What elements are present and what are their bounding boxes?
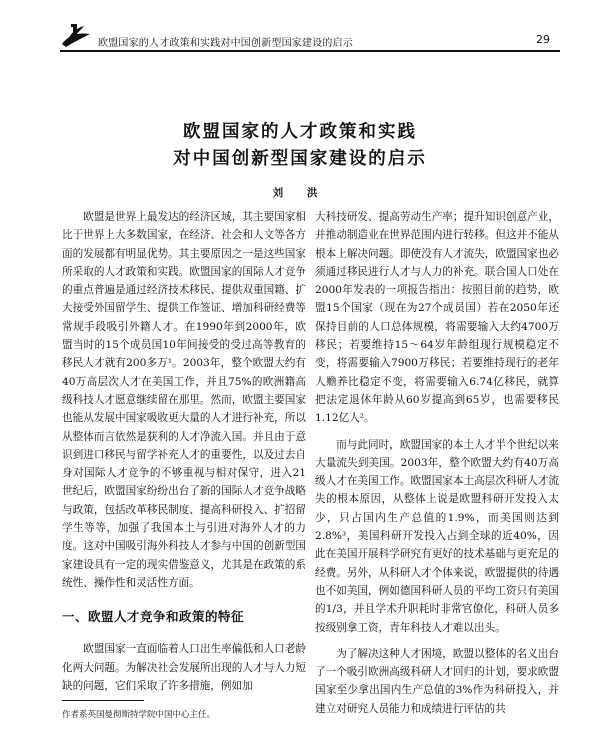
- author-name: 刘 洪: [272, 187, 328, 199]
- page-number: 29: [536, 33, 550, 46]
- journal-logo-icon: [60, 22, 92, 48]
- running-title: 欧盟国家的人才政策和实践对中国创新型国家建设的启示: [98, 38, 353, 49]
- header-rule: [60, 50, 560, 52]
- running-header: [0, 0, 600, 52]
- article-title-line-2: 对中国创新型国家建设的启示: [173, 149, 427, 169]
- right-column: [315, 208, 559, 718]
- paragraph: 为了解决这种人才困境，欧盟以整体的名义出台了一个吸引欧洲高级科研人才回归的计划，要求欧盟国家至少拿出国内生产总值的3%作为科研投入，并建立对研究人员能力和成绩进行评估的共: [315, 647, 559, 715]
- article-title-line-1: 欧盟国家的人才政策和实践: [183, 122, 417, 142]
- paragraph: 而与此同时，欧盟国家的本土人才半个世纪以来大量流失到美国。2003年，整个欧盟大约有40万高级人才在美国工作。欧盟国家本土高层次科研人才流失的根本原因，从整体上说是欧盟科研开发投入太少，只占国内生产总值的1.9%，而美国则达到2.8%³，美国科研开发投入占到全球的近40%，因此在美国开展科学研究有更好的技术基础与更充足的经费。另外，从科研人才个体来说，欧盟提供的待遇也不如美国，例如德国科研人员的平均工资只有美国的1/3，并且学术升职耗时非常官僚化，科研人员多按级别拿工资，青年科技人才难以出头。: [315, 438, 559, 634]
- footnote: 作者系英国曼彻斯特学院中国中心主任。: [62, 710, 216, 720]
- section-heading: 一、欧盟人才竞争和政策的特征: [62, 609, 245, 625]
- paragraph: 大科技研发、提高劳动生产率；提升知识创意产业，并推动制造业在世界范围内进行转移。但这并不能从根本上解决问题。即使没有人才流失，欧盟国家也必须通过移民进行人才与人力的补充。联合国人口处在2000年发表的一项报告指出：按照目前的趋势，欧盟15个国家（现在为27个成员国）若在2050年还保持目前的人口总体规模，将需要输入大约4700万移民；若要维持15～64岁年龄组现行规模稳定不变，将需要输入7900万移民；若要维持现行的老年人赡养比稳定不变，将需要输入6.74亿移民，就算把法定退休年龄从60岁提高到65岁，也需要移民1.12亿人²。: [315, 211, 559, 425]
- paragraph: 欧盟是世界上最发达的经济区域，其主要国家相比于世界上大多数国家，在经济、社会和人文等各方面的发展都有明显优势。其主要原因之一是这些国家所采取的人才政策和实践。欧盟国家的国际人才竞争的重点普遍是通过经济技术移民、提供双重国籍、扩大接受外国留学生、提供工作签证、增加科研经费等常规手段吸引外籍人才。在1990年到2000年，欧盟当时的15个成员国10年间接受的受过高等教育的移民人才就有200多万¹。2003年，整个欧盟大约有40万高层次人才在美国工作，并且75%的欧洲籍高级科技人才愿意继续留在那里。然而，欧盟主要国家也能从发展中国家吸收更大量的人才进行补充，所以从整体而言依然是获利的人才净流入国。并且由于意识到进口移民与留学补充人才的重要性，以及过去自身对国际人才竞争的不够重视与相对保守，进入21世纪后，欧盟国家纷纷出台了新的国际人才竞争战略与政策，包括改革移民制度、提高科研投入、扩招留学生等等，加强了我国本土与引进对海外人才的力度。这对中国吸引海外科技人才参与中国的创新型国家建设具有一定的现实借鉴意义，尤其是在政策的系统性、操作性和灵活性方面。: [62, 211, 306, 589]
- left-column: [62, 208, 306, 695]
- footnote-rule: [62, 700, 144, 701]
- paragraph: 欧盟国家一直面临着人口出生率偏低和人口老龄化两大问题。为解决社会发展所出现的人才与人力短缺的问题，它们采取了许多措施，例如加: [62, 643, 306, 692]
